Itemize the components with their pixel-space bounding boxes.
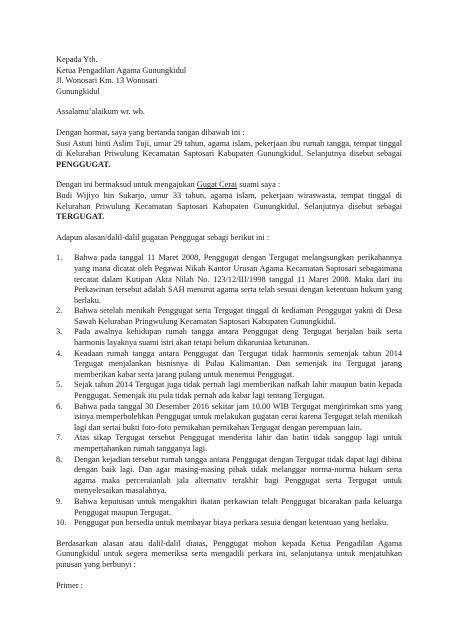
address-line: Kepada Yth. bbox=[56, 55, 98, 64]
reason-number: 5. bbox=[56, 380, 63, 390]
reason-text: Penggugat pun bersedia untuk membayar biaya perkara sesuia dengan ketentuan yang berlaku. bbox=[74, 518, 389, 528]
reasons-list bbox=[56, 253, 402, 528]
plaintiff-role: PENGGUGAT. bbox=[56, 159, 111, 169]
defendant-text: Budi Wijiyo bin Sukarjo, umur 33 tahun, agama islam, pekerjaan wiraswasta, tempat tinggal di Kelurahan Priwulung Kecamatan Saptosari Kabupaten Gunungkidul. Selanjutnya disebut sebagai bbox=[56, 190, 402, 211]
reason-number: 1. bbox=[56, 253, 63, 263]
greeting: Assalamu’alaikum wr. wb. bbox=[56, 107, 145, 117]
reason-item bbox=[56, 349, 402, 381]
reason-number: 8. bbox=[56, 454, 63, 464]
closing-paragraph: Berdasarkan alasan atau dalil-dalil diatas, Penggugat mohon kepada Ketua Pengadilan Agama Gunungkidul untuk segera memeriksa serta mengadili perkara ini, selanjutanya untuk menjatuhkan putusan yang berbunyi : bbox=[56, 538, 402, 569]
plaintiff-intro: Dengan hormat, saya yang bertanda tangan dibawah ini : bbox=[56, 127, 245, 137]
reason-item bbox=[56, 497, 402, 518]
reason-number: 4. bbox=[56, 348, 63, 358]
reason-number: 9. bbox=[56, 496, 63, 506]
reason-text: Bahwa pada tanggal 30 Desember 2016 sekitar jam 10.00 WIB Tergugat mengirimkan sms yang isinya memperbolehkan Penggugat untuk melakukan gugatan cerai karena Tergugat telah menikah lagi dan sertai bukti foto-foto pernikahan pernikahan Tergugat dengan perempuan lain. bbox=[74, 401, 402, 432]
lawsuit-type: Gugat Cerai bbox=[196, 180, 238, 190]
reason-text: Sejak tahun 2014 Tergugat juga tidak pernah lagi memberikan nafkah lahir maupun batin kepada Penggugat. Semenjak itu pula tidak pernah ada kabar lagi tentang Tergugat. bbox=[74, 380, 402, 401]
reason-item bbox=[56, 402, 402, 434]
reason-item bbox=[56, 253, 402, 306]
defendant-section bbox=[56, 180, 402, 222]
address-line: Jl. Wonosari Km. 13 Wonosari bbox=[56, 76, 158, 86]
reason-item bbox=[56, 306, 402, 327]
reason-number: 10. bbox=[56, 518, 67, 528]
reason-number: 3. bbox=[56, 327, 63, 337]
reason-text: Atas sikap Tergugat tersebut Penggugat menderita lahir dan batin tidak sanggup lagi untuk mempertahankan rumah tangganya lagi. bbox=[74, 433, 402, 453]
reason-text: Bahwa keputusan untuk mengakhiri ikatan perkawian telah Penggugat bicarakan pada keluarga Penggugat maupun Tergugat. bbox=[74, 496, 402, 517]
defendant-intro bbox=[56, 180, 402, 191]
plaintiff-text: Susi Astuti binti Aslim Tuji, umur 29 tahun, agama islam, pekerjaan ibu rumah tangga, tempat tinggal di Kelurahan Priwulung Kecamatan Saptosari Kabupaten Gunungkidul. Selanjutnya disebut sebagai bbox=[56, 138, 402, 159]
address-line: Gunungkidul bbox=[56, 86, 100, 96]
reason-text: Keadaan rumah tangga antara Penggugat dan Tergugat tidak harmonis semenjak tahun 2014 Tergugat menjalankan bisnisnya di Pulau Kalimantan. Dan semenjak itu Tergugat jarang memberikan kabar serta jarang pulang untuk menemui Penggugat. bbox=[74, 348, 402, 379]
reason-number: 6. bbox=[56, 401, 63, 411]
defendant-role: TERGUGAT. bbox=[56, 212, 105, 222]
plaintiff-section bbox=[56, 128, 402, 170]
recipient-address bbox=[56, 55, 402, 97]
reason-number: 7. bbox=[56, 433, 63, 443]
reason-item bbox=[56, 455, 402, 497]
primer-heading: Primer : bbox=[56, 580, 83, 590]
reason-item bbox=[56, 433, 402, 454]
reasons-intro: Adapun alasan/dalil-dalil gugatan Penggugat sebagi berikut ini : bbox=[56, 232, 270, 242]
reason-number: 2. bbox=[56, 306, 63, 316]
defendant-intro-text: Dengan ini bermaksud untuk mengajukan bbox=[56, 180, 197, 190]
reason-item bbox=[56, 518, 402, 529]
reason-text: Bahwa pada tanggal 11 Maret 2008, Penggugat dengan Tergugat melangsungkan perikahannya yang mana dicatat oleh Pegawai Nikah Kantor Urusan Agama Kecamatan Saptosari sebagaimana tercatat dalam Kutipan Akta Nilah No. 123/12/III/1998 tanggal 11 Maret 2008. Maka dari itu Perkawinan tersebut adalah SAH menurut agama serta telah sesuai dengan ketentuan hukum yang berlaku. bbox=[74, 253, 402, 305]
reason-text: Dengan kejadian tersebut rumah tangga antara Penggugat dengan Tergugat tidak dapat lagi dibina dengan baik lagi. Dan agar masing-masing pihak tidak melanggar norma-norma hukum serta agama maka perceraianlah jala alternativ terakhir bagi Penggugat serta Tergugat untuk menyelesaikan masalahnya. bbox=[74, 454, 402, 496]
address-line: Ketua Pengadilan Agama Gunungkidul bbox=[56, 65, 187, 75]
defendant-details bbox=[56, 191, 402, 223]
reason-item bbox=[56, 380, 402, 401]
reason-text: Bahwa setelah menikah Penggugat serta Tergugat tinggal di kediaman Penggugat yakni di Desa Sawah Kelurahan Pringwulung Kecamatan Saptosari Kabupaten Gunungkidul. bbox=[74, 306, 402, 326]
plaintiff-details bbox=[56, 139, 402, 171]
defendant-intro-suffix: suami saya : bbox=[237, 180, 281, 190]
reason-item bbox=[56, 327, 402, 348]
reason-text: Pada awalnya kehidupan rumah tangga antara Penggugat deng Tergugat berjalan baik serta harmonis layaknya suami istri akan tetapi belum dikaruniaa keturunan. bbox=[74, 327, 402, 348]
